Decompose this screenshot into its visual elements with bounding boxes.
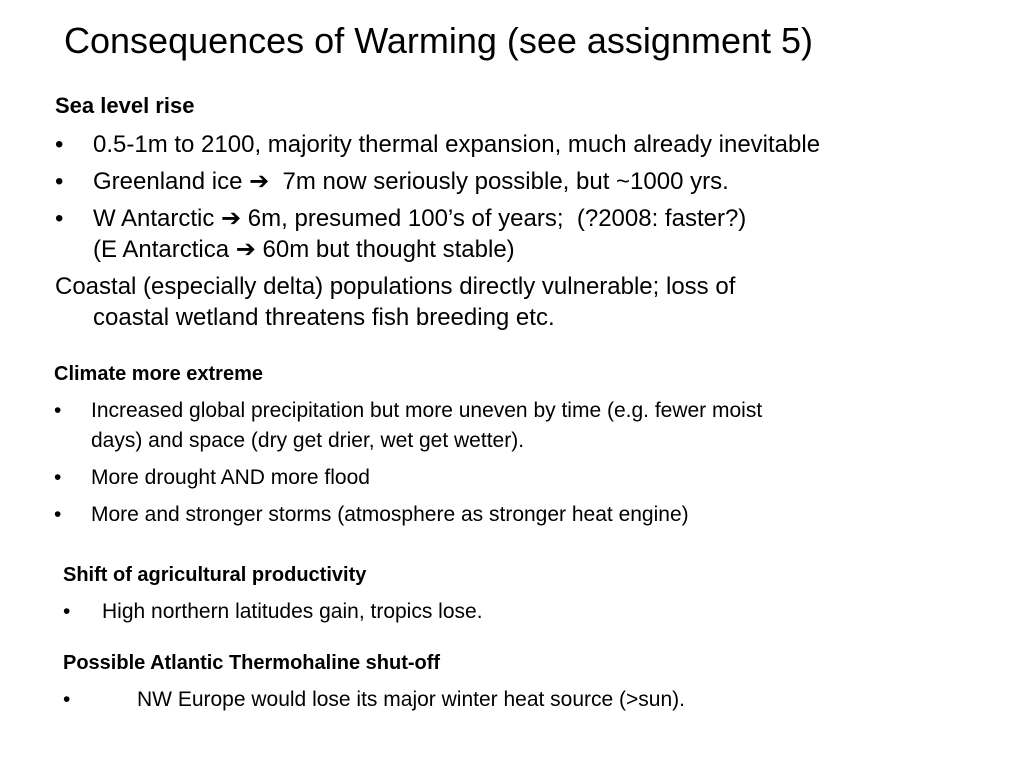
list-item-text-start: Greenland ice: [93, 168, 250, 195]
list-item-text-start: W Antarctic: [93, 205, 222, 232]
list-item-text: Increased global precipitation but more uneven by time (e.g. fewer moist: [91, 399, 763, 422]
list-item: [54, 500, 762, 530]
paragraph-coastal: [55, 271, 820, 333]
bullet-icon: •: [54, 399, 62, 422]
list-item-subline-end: 60m but thought stable): [255, 236, 515, 263]
section-heading: Sea level rise: [55, 93, 195, 118]
bullet-icon: •: [54, 503, 62, 526]
section-thermohaline: [63, 648, 685, 715]
section-sea-level-rise: [55, 89, 820, 333]
arrow-right-icon: ➔: [249, 167, 270, 195]
bullet-icon: •: [55, 205, 64, 232]
section-agriculture: [63, 560, 483, 627]
list-item-text: NW Europe would lose its major winter heat source (>sun).: [137, 688, 685, 711]
paragraph-line: Coastal (especially delta) populations directly vulnerable; loss of: [55, 273, 736, 300]
list-item: [54, 463, 762, 493]
arrow-right-icon: ➔: [221, 204, 242, 232]
list-item: [55, 129, 820, 160]
list-item: [63, 597, 483, 627]
list-item-text-end: 6m, presumed 100’s of years; (?2008: faster?): [241, 205, 747, 232]
bullet-icon: •: [63, 600, 71, 623]
bullet-icon: •: [63, 688, 71, 711]
section-heading: Climate more extreme: [54, 363, 263, 385]
list-item-text: More drought AND more flood: [91, 466, 370, 489]
list-item-text: 0.5-1m to 2100, majority thermal expansion, much already inevitable: [93, 131, 821, 158]
list-item-text: More and stronger storms (atmosphere as stronger heat engine): [91, 503, 689, 526]
list-item: [55, 166, 820, 197]
slide-title: Consequences of Warming (see assignment 5): [64, 20, 814, 61]
paragraph-line: coastal wetland threatens fish breeding etc.: [93, 304, 555, 331]
arrow-right-icon: ➔: [235, 235, 256, 263]
list-item: [54, 396, 762, 456]
list-item-subline-start: (E Antarctica: [93, 236, 236, 263]
list-item-text: High northern latitudes gain, tropics lose.: [102, 600, 483, 623]
bullet-icon: •: [54, 466, 62, 489]
bullet-icon: •: [55, 131, 64, 158]
section-heading: Possible Atlantic Thermohaline shut-off: [63, 652, 441, 674]
list-item-text-cont: days) and space (dry get drier, wet get wetter).: [91, 429, 525, 452]
list-item: [63, 685, 685, 715]
list-item: [55, 203, 820, 265]
list-item-text-end: 7m now seriously possible, but ~1000 yrs.: [269, 168, 729, 195]
section-heading: Shift of agricultural productivity: [63, 564, 367, 586]
bullet-icon: •: [55, 168, 64, 195]
section-climate-extreme: [54, 359, 762, 530]
